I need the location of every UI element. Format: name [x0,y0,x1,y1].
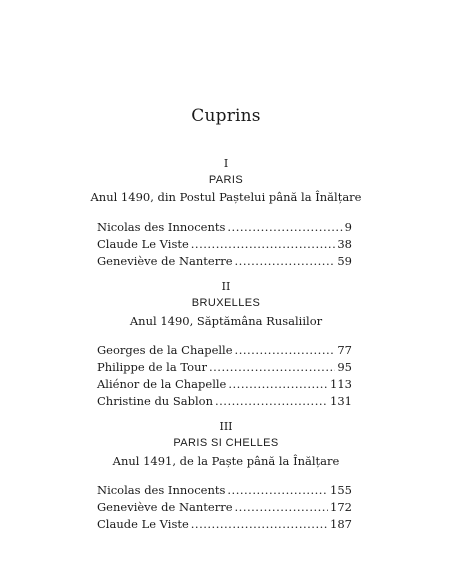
entry-leader-dots [215,393,328,410]
part-1-numeral: I [223,157,229,170]
entry-leader-dots [191,236,336,253]
entry-page: 155 [330,483,352,497]
toc-entry[interactable] [97,482,352,499]
entry-page: 38 [337,237,352,251]
part-3-numeral: III [219,420,233,433]
entry-name: Nicolas des Innocents [97,220,226,234]
entry-name: Claude Le Viste [97,237,189,251]
toc-entry[interactable] [97,253,352,270]
toc-entry[interactable] [97,376,352,393]
entry-name: Aliénor de la Chapelle [97,377,227,391]
part-3-entries [97,482,352,533]
toc-entry[interactable] [97,236,352,253]
entry-name: Christine du Sablon [97,394,213,408]
toc-entry[interactable] [97,516,352,533]
entry-leader-dots [235,253,336,270]
part-3-title: PARIS SI CHELLES [173,437,279,449]
toc-entry[interactable] [97,499,352,516]
part-2-numeral: II [221,280,231,293]
entry-leader-dots [235,342,336,359]
entry-page: 9 [344,220,352,234]
entry-leader-dots [228,376,328,393]
entry-leader-dots [235,499,329,516]
entry-name: Geneviève de Nanterre [97,500,233,514]
page-title: Cuprins [191,106,261,126]
toc-entry[interactable] [97,359,352,376]
entry-name: Nicolas des Innocents [97,483,226,497]
entry-page: 187 [330,517,352,531]
entry-name: Claude Le Viste [97,517,189,531]
entry-page: 131 [330,394,352,408]
toc-entry[interactable] [97,393,352,410]
entry-page: 95 [337,360,352,374]
entry-name: Philippe de la Tour [97,360,207,374]
toc-entry[interactable] [97,342,352,359]
part-2-subtitle: Anul 1490, Săptămâna Rusaliilor [129,314,323,328]
part-2-title: BRUXELLES [191,297,261,309]
part-1-entries [97,219,352,270]
entry-page: 59 [337,254,352,268]
entry-name: Georges de la Chapelle [97,343,233,357]
entry-name: Geneviève de Nanterre [97,254,233,268]
entry-leader-dots [227,219,342,236]
toc-entry[interactable] [97,219,352,236]
part-3-subtitle: Anul 1491, de la Paște până la Înălțare [112,454,340,468]
entry-page: 172 [330,500,352,514]
entry-leader-dots [227,482,328,499]
entry-leader-dots [191,516,328,533]
entry-page: 113 [330,377,352,391]
part-2-entries [97,342,352,410]
entry-page: 77 [337,343,352,357]
part-1-subtitle: Anul 1490, din Postul Paștelui până la Înălțare [90,190,362,204]
entry-leader-dots [209,359,335,376]
part-1-title: PARIS [208,174,244,186]
